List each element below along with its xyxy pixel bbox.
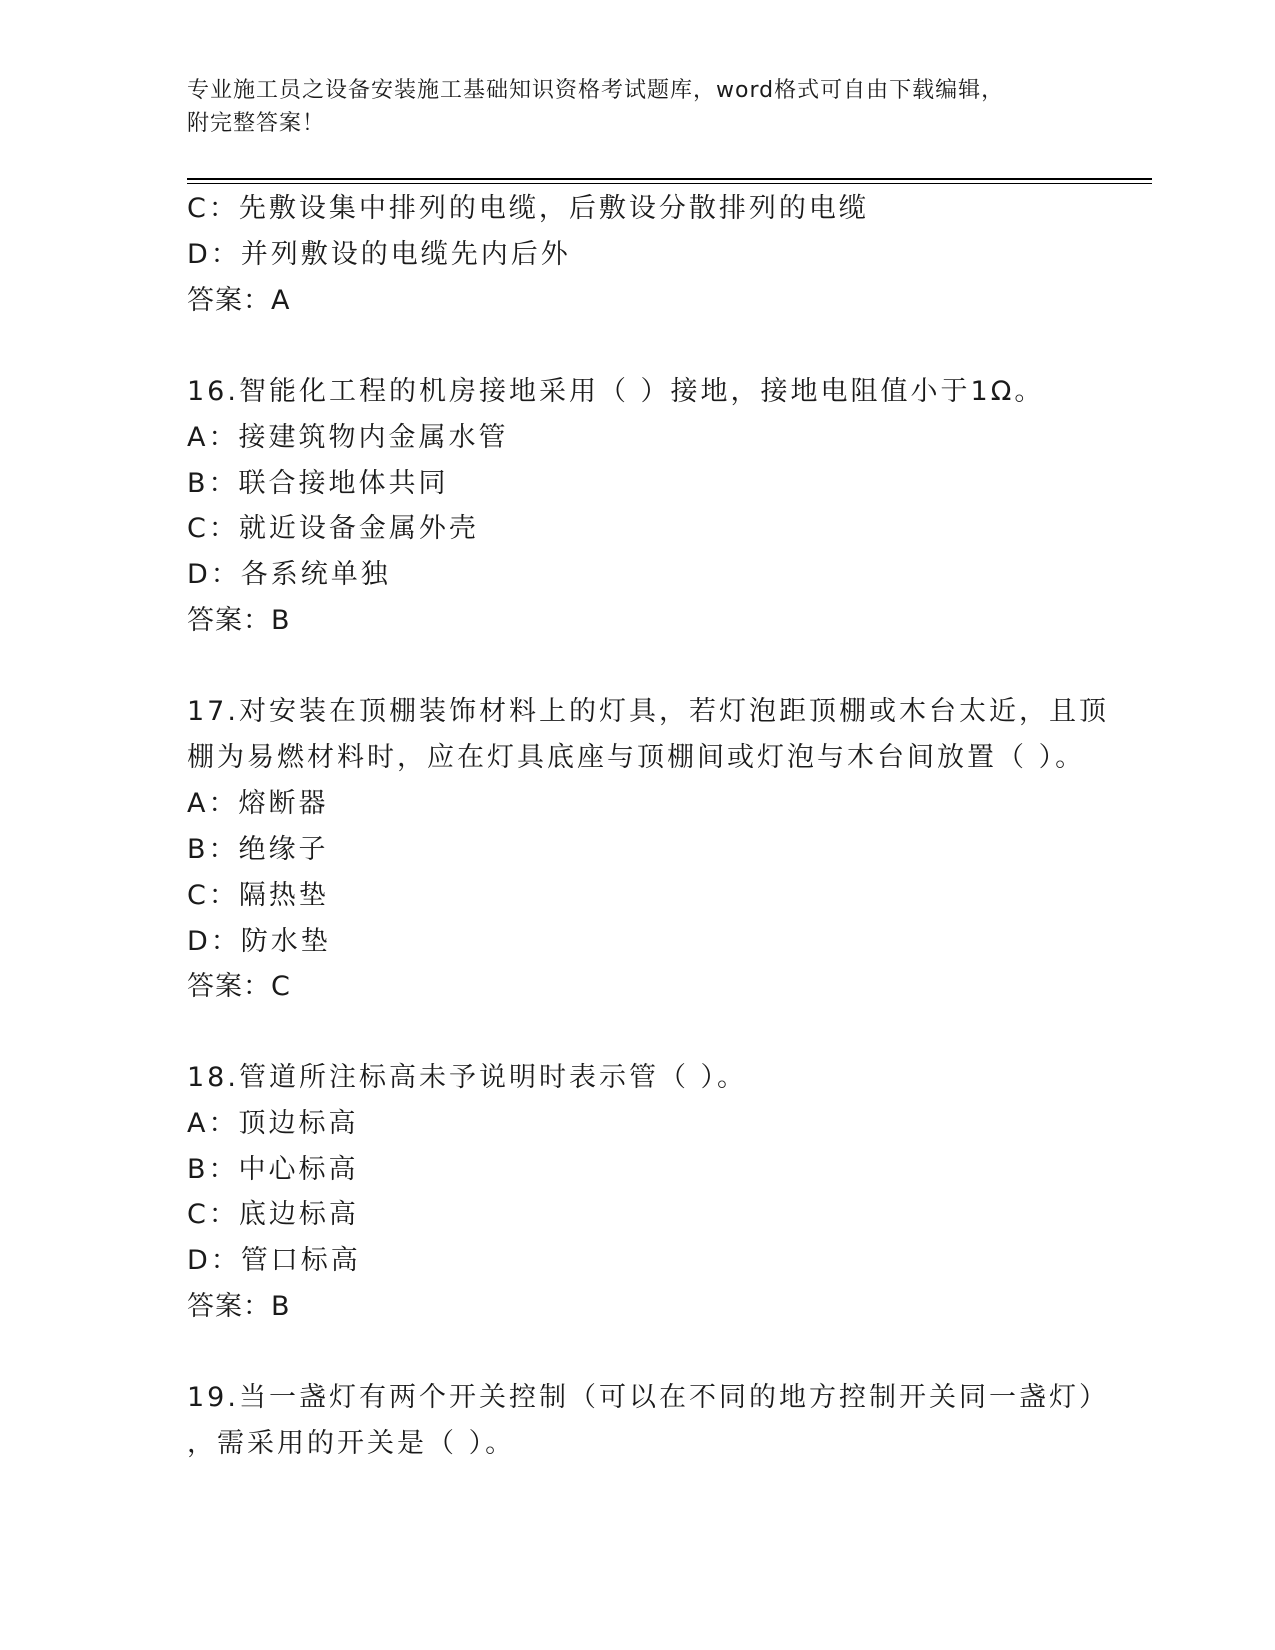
q17-option-d: D：防水垫 xyxy=(187,926,331,957)
q15-answer: 答案：A xyxy=(187,285,291,316)
document-header xyxy=(187,74,1067,140)
q18-option-c: C：底边标高 xyxy=(187,1199,359,1230)
q17-option-a: A：熔断器 xyxy=(187,788,329,819)
q17-answer: 答案：C xyxy=(187,971,291,1002)
q16-stem: 16.智能化工程的机房接地采用（ ）接地，接地电阻值小于1Ω。 xyxy=(187,376,1045,407)
q18-stem: 18.管道所注标高未予说明时表示管（ ）。 xyxy=(187,1062,748,1093)
q19-stem-line-1: 19.当一盏灯有两个开关控制（可以在不同的地方控制开关同一盏灯） xyxy=(187,1382,1109,1413)
header-divider-thin xyxy=(187,183,1152,184)
q16-option-c: C：就近设备金属外壳 xyxy=(187,513,479,544)
q17-stem-line-1: 17.对安装在顶棚装饰材料上的灯具，若灯泡距顶棚或木台太近，且顶 xyxy=(187,696,1109,727)
q17-option-c: C：隔热垫 xyxy=(187,880,329,911)
q18-answer: 答案：B xyxy=(187,1291,291,1322)
q16-option-a: A：接建筑物内金属水管 xyxy=(187,422,509,453)
q18-option-a: A：顶边标高 xyxy=(187,1108,359,1139)
header-divider-thick xyxy=(187,178,1152,180)
q17-stem-line-2: 棚为易燃材料时，应在灯具底座与顶棚间或灯泡与木台间放置（ ）。 xyxy=(187,742,1086,773)
q19-stem-line-2: ，需采用的开关是（ ）。 xyxy=(187,1428,516,1459)
header-line-1: 专业施工员之设备安装施工基础知识资格考试题库，word格式可自由下载编辑， xyxy=(187,78,1005,103)
q16-option-d: D：各系统单独 xyxy=(187,559,391,590)
q18-option-b: B：中心标高 xyxy=(187,1154,359,1185)
q15-option-c: C：先敷设集中排列的电缆，后敷设分散排列的电缆 xyxy=(187,193,869,224)
q17-option-b: B：绝缘子 xyxy=(187,834,329,865)
header-line-2: 附完整答案！ xyxy=(187,111,326,136)
q16-option-b: B：联合接地体共同 xyxy=(187,468,449,499)
q15-option-d: D：并列敷设的电缆先内后外 xyxy=(187,239,571,270)
q16-answer: 答案：B xyxy=(187,605,291,636)
q18-option-d: D：管口标高 xyxy=(187,1245,361,1276)
